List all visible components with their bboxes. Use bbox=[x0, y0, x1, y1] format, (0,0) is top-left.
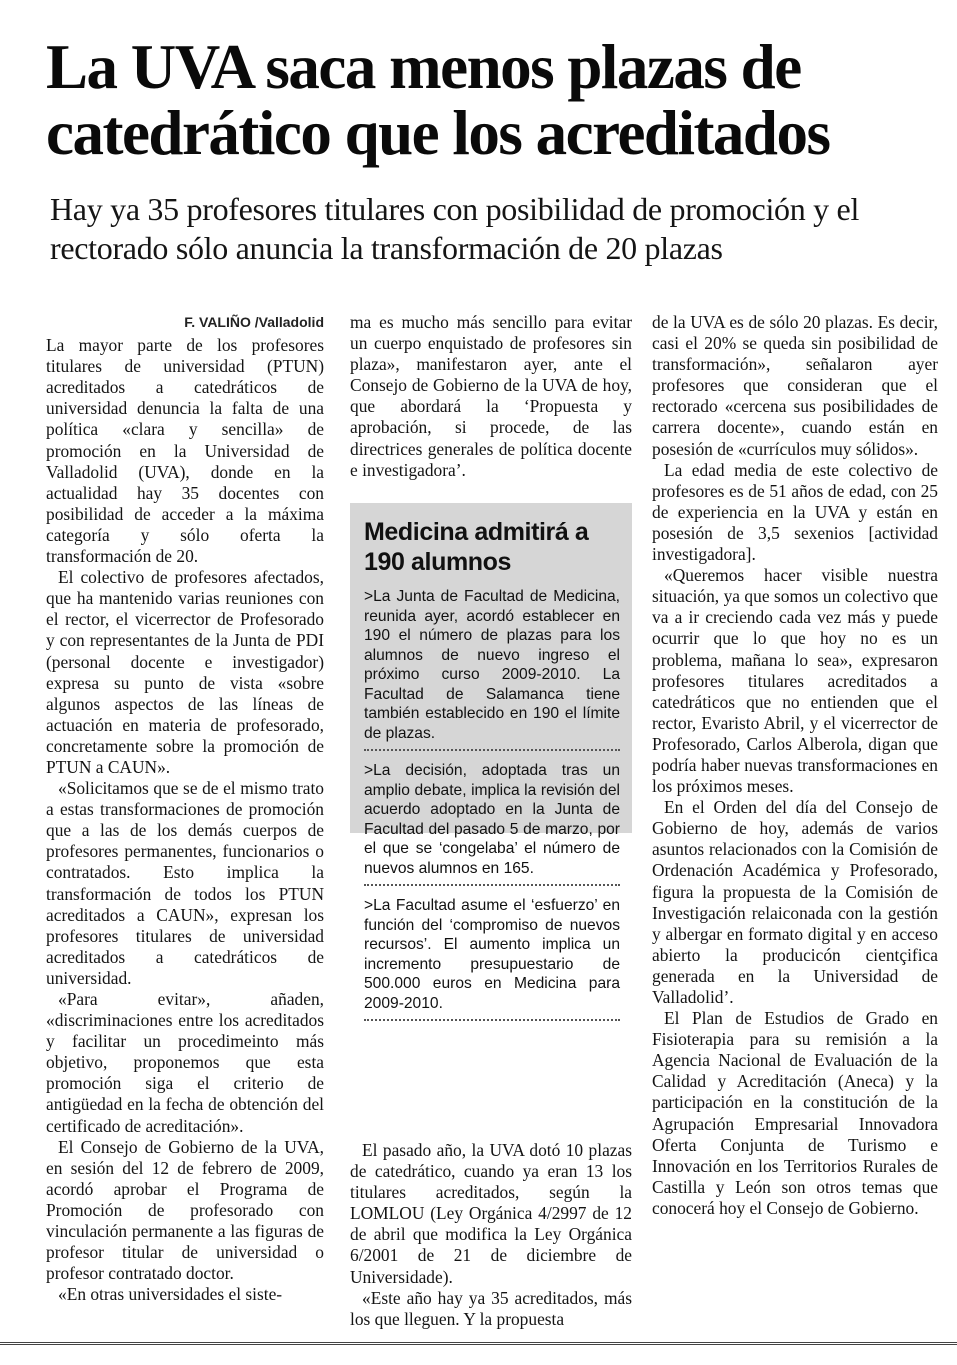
article-column-2 bbox=[350, 312, 632, 481]
paragraph: «Solicitamos que se de el mismo trato a estas transformaciones de promoción que a las de los demás cuerpos de profesores permanentes, funcionarios o contratados. Esto implica la transformación de todos los PTUN acreditados a CAUN», expresan los profesores titulares de universidad acreditados a catedráticos de universidad. bbox=[46, 778, 324, 988]
paragraph: La edad media de este colectivo de profesores es de 51 años de edad, con 25 de experiencia en la UVA y están en posesión de 3,5 sexenios [actividad investigadora]. bbox=[652, 459, 938, 565]
article-column-1 bbox=[46, 312, 324, 1305]
paragraph: de la UVA es de sólo 20 plazas. Es decir, casi el 20% se queda sin posibilidad de transformación», señalaron ayer profesores que consideran que el rectorado «cercena sus posibilidades de carrera docente», cuando están en posesión de «currículos muy sólidos». bbox=[652, 312, 938, 459]
paragraph: «Queremos hacer visible nuestra situación, ya que somos un colectivo que va a ir creciendo cada vez más y puede ocurrir que lo que hoy no es un problema, mañana lo sea», expresaron profesores titulares acreditados a catedráticos que no entienden que el rector, Evaristo Abril, y el vicerrector de Profesorado, Carlos Alberola, digan que podría haber nuevas transformaciones en los próximos meses. bbox=[652, 565, 938, 797]
article-column-3 bbox=[652, 312, 938, 1219]
headline: La UVA saca menos plazas de catedrático que los acreditados bbox=[46, 32, 830, 168]
paragraph: El Consejo de Gobierno de la UVA, en sesión del 12 de febrero de 2009, acordó aprobar el Programa de Promoción de profesorado con vinculación permanente a las figuras de profesor titular de universidad o profesor contratado doctor. bbox=[46, 1136, 324, 1284]
paragraph: «En otras universidades el siste- bbox=[58, 1284, 283, 1305]
sidebar-item: >La Facultad asume el ‘esfuerzo’ en función del ‘compromiso de nuevos recursos’. El aumento implica un incremento presupuestario de 500.000 euros en Medicina para 2009-2010. bbox=[364, 896, 620, 1021]
sidebar-box bbox=[350, 503, 632, 1012]
paragraph: ma es mucho más sencillo para evitar un cuerpo enquistado de profesores sin plaza», manifestaron ayer, ante el Consejo de Gobierno de la UVA de hoy, que abordará la ‘Propuesta y aprobación, si procede, de las directrices generales de política docente e investigadora’. bbox=[350, 312, 632, 480]
byline: F. VALIÑO /Valladolid bbox=[184, 314, 324, 330]
paragraph: El Plan de Estudios de Grado en Fisioterapia para su remisión a la Agencia Nacional de Evaluación de la Calidad y Acreditación (Aneca) y la participación en la constitución de la Agrupación Empresarial Innovadora Oferta Conjunta de Turismo e Innovación en los Territorios Rurales de Castilla y León son otros temas que conocerá hoy el Consejo de Gobierno. bbox=[652, 1008, 938, 1218]
paragraph: «Este año hay ya 35 acreditados, más los que lleguen. Y la propuesta bbox=[350, 1287, 632, 1329]
bottom-rule bbox=[0, 1342, 957, 1345]
paragraph: La mayor parte de los profesores titulares de universidad (PTUN) acreditados a catedráticos de universidad denuncia la falta de una política «clara y sencilla» de promoción en la Universidad de Valladolid (UVA), donde en la actualidad hay 35 docentes con posibilidad de acceder a la máxima categoría y sólo oferta la transformación de 20. bbox=[46, 335, 324, 567]
sidebar-title: Medicina admitirá a 190 alumnos bbox=[364, 518, 589, 576]
subheadline: Hay ya 35 profesores titulares con posibilidad de promoción y el rectorado sólo anuncia la transformación de 20 plazas bbox=[50, 191, 860, 266]
paragraph: En el Orden del día del Consejo de Gobierno de hoy, además de varios asuntos relacionados con la Comisión de Ordenación Académica y Profesorado, figura la propuesta de la Comisión de Investigación relaiconada con la gestión y albergar en formato digital y en acceso abierto la producicón cientçifica generada en la Universidad de Valladolid’. bbox=[652, 797, 938, 1007]
paragraph: «Para evitar», añaden, «discriminaciones entre los acreditados y facilitar un procedimeinto más objetivo, proponemos que esta promoción siga el criterio de antigüedad en la fecha de obtención del certificado de acreditación». bbox=[46, 989, 324, 1136]
sidebar-item: >La Junta de Facultad de Medicina, reunida ayer, acordó establecer en 190 el número de plazas para los alumnos de nuevo ingreso el próximo curso 2009-2010. La Facultad de Salamanca tiene también establecido en 190 el límite de plazas. bbox=[364, 587, 620, 751]
sidebar-item: >La decisión, adoptada tras un amplio debate, implica la revisión del acuerdo adoptado en la Junta de Facultad del pasado 5 de marzo, por el que se ‘congelaba’ el número de nuevos alumnos en 165. bbox=[364, 761, 620, 886]
paragraph: El colectivo de profesores afectados, que ha mantenido varias reuniones con el rector, el vicerrector de Profesorado y con representantes de la Junta de PDI (personal docente e investigador) expresa su punto de vista «sobre algunos aspectos de las líneas de actuación en materia de profesorado, concretamente sobre la promoción de PTUN a CAUN». bbox=[46, 567, 324, 777]
article-column-2-continued bbox=[350, 1140, 632, 1330]
paragraph: El pasado año, la UVA dotó 10 plazas de catedrático, cuando ya eran 13 los titulares acreditados, según la LOMLOU (Ley Orgánica 4/2997 de 12 de abril que modifica la Ley Orgánica 6/2001 de 21 de diciembre de Universidade). bbox=[350, 1140, 632, 1287]
